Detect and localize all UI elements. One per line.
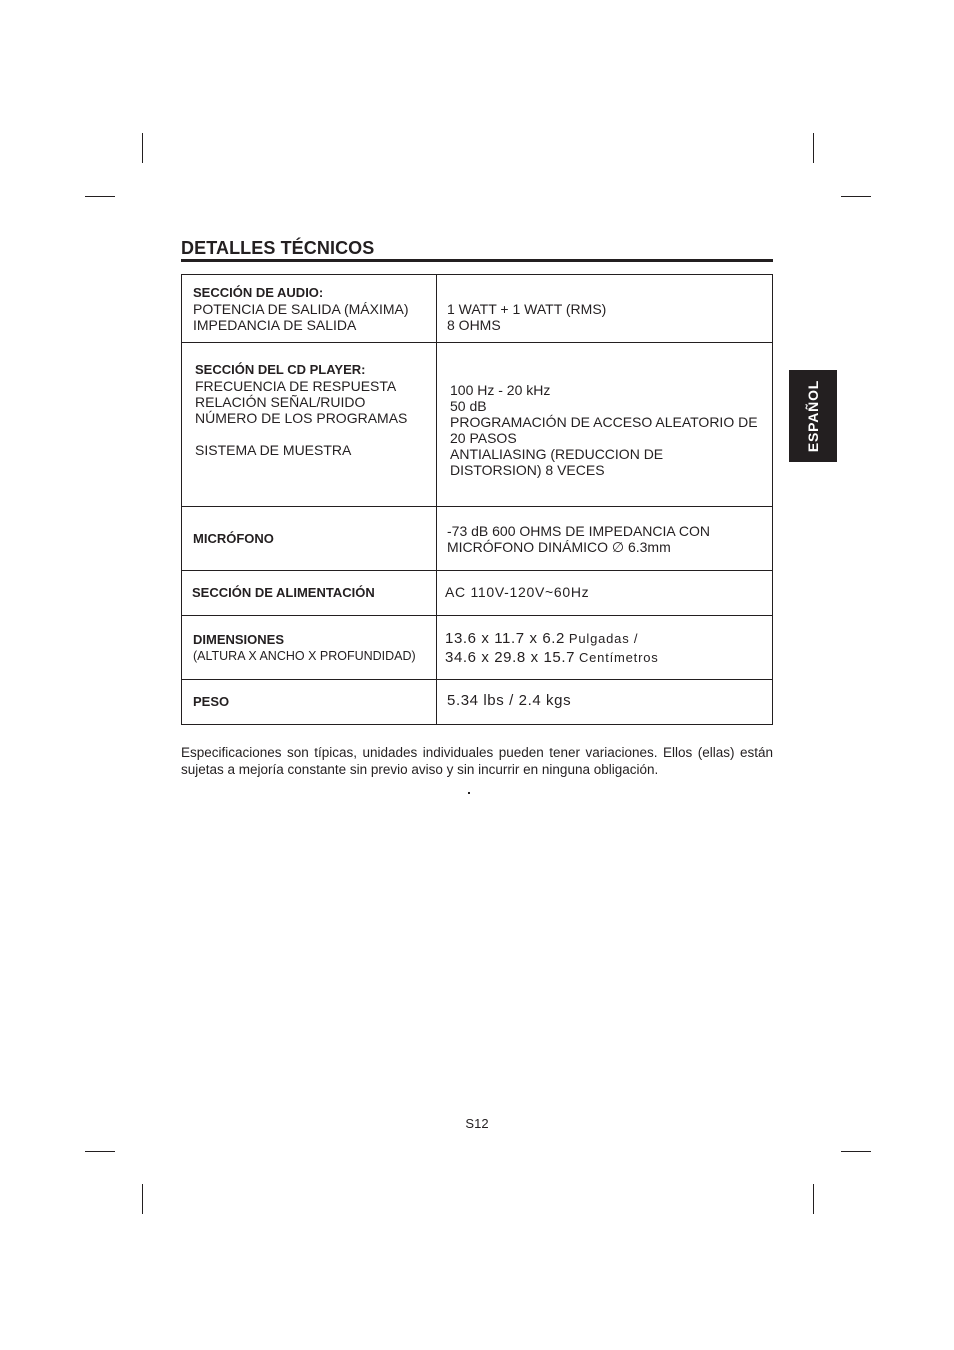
spec-value: 1 WATT + 1 WATT (RMS) (447, 300, 607, 317)
spec-value-cell (437, 616, 773, 680)
spec-unit: Pulgadas / (568, 630, 639, 646)
spec-value: 50 dB (450, 397, 487, 414)
spec-label-cell (182, 343, 437, 507)
section-heading: SECCIÓN DEL CD PLAYER: (195, 361, 366, 377)
section-heading: SECCIÓN DE AUDIO: (193, 284, 324, 300)
crop-mark (813, 1184, 814, 1214)
spec-unit: Centímetros (578, 649, 659, 665)
spec-label: SISTEMA DE MUESTRA (195, 441, 352, 458)
spec-label: IMPEDANCIA DE SALIDA (193, 316, 357, 333)
title-rule (181, 259, 773, 262)
crop-mark (85, 1151, 115, 1152)
spec-value: PROGRAMACIÓN DE ACCESO ALEATORIO DE 20 PASOS (450, 413, 758, 446)
table-row (182, 275, 773, 343)
table-row (182, 507, 773, 571)
spec-value-cell (437, 571, 773, 616)
page-number: S12 (465, 1116, 489, 1131)
table-row (182, 680, 773, 725)
language-tab-label: ESPAÑOL (805, 379, 821, 453)
spec-label: RELACIÓN SEÑAL/RUIDO (195, 393, 366, 410)
crop-mark (813, 133, 814, 163)
spec-value: AC 110V-120V~60Hz (445, 583, 590, 600)
table-row (182, 616, 773, 680)
spec-value-cell (437, 507, 773, 571)
spec-sublabel: (ALTURA X ANCHO X PROFUNDIDAD) (193, 648, 416, 663)
spec-label-cell (182, 616, 437, 680)
spec-label-cell (182, 571, 437, 616)
table-row (182, 571, 773, 616)
spec-label-cell (182, 507, 437, 571)
section-heading: PESO (193, 694, 230, 709)
spec-value: 5.34 lbs / 2.4 kgs (447, 691, 572, 709)
spec-value: 100 Hz - 20 kHz (450, 381, 551, 398)
spec-value: 8 OHMS (447, 316, 501, 333)
spec-table (181, 274, 773, 725)
spec-value: -73 dB 600 OHMS DE IMPEDANCIA CON (447, 522, 710, 539)
crop-mark (85, 196, 115, 197)
spec-value-cell (437, 343, 773, 507)
spec-value: MICRÓFONO DINÁMICO ∅ 6.3mm (447, 538, 671, 555)
crop-mark (142, 133, 143, 163)
section-heading: SECCIÓN DE ALIMENTACIÓN (192, 585, 375, 600)
crop-mark (841, 1151, 871, 1152)
language-tab (789, 370, 837, 462)
spec-value: ANTIALIASING (REDUCCION DE DISTORSION) 8 VECES (450, 445, 664, 478)
spec-label: POTENCIA DE SALIDA (MÁXIMA) (193, 300, 409, 317)
stray-mark (468, 792, 470, 794)
disclaimer-note: Especificaciones son típicas, unidades individuales pueden tener variaciones. Ellos (ellas) están sujetas a mejoría constante sin previo aviso y sin incurrir en ninguna obligación. (181, 745, 773, 777)
spec-value-cell (437, 275, 773, 343)
spec-value: 34.6 x 29.8 x 15.7 (445, 648, 576, 666)
spec-value: 13.6 x 11.7 x 6.2 (445, 629, 565, 647)
crop-mark (142, 1184, 143, 1214)
section-heading: MICRÓFONO (193, 530, 274, 546)
spec-label-cell (182, 275, 437, 343)
section-heading: DIMENSIONES (193, 631, 285, 647)
spec-label: FRECUENCIA DE RESPUESTA (195, 377, 397, 394)
page-title: DETALLES TÉCNICOS (181, 238, 375, 258)
spec-label: NÚMERO DE LOS PROGRAMAS (195, 409, 408, 426)
spec-value-cell (437, 680, 773, 725)
crop-mark (841, 196, 871, 197)
table-row (182, 343, 773, 507)
spec-label-cell (182, 680, 437, 725)
